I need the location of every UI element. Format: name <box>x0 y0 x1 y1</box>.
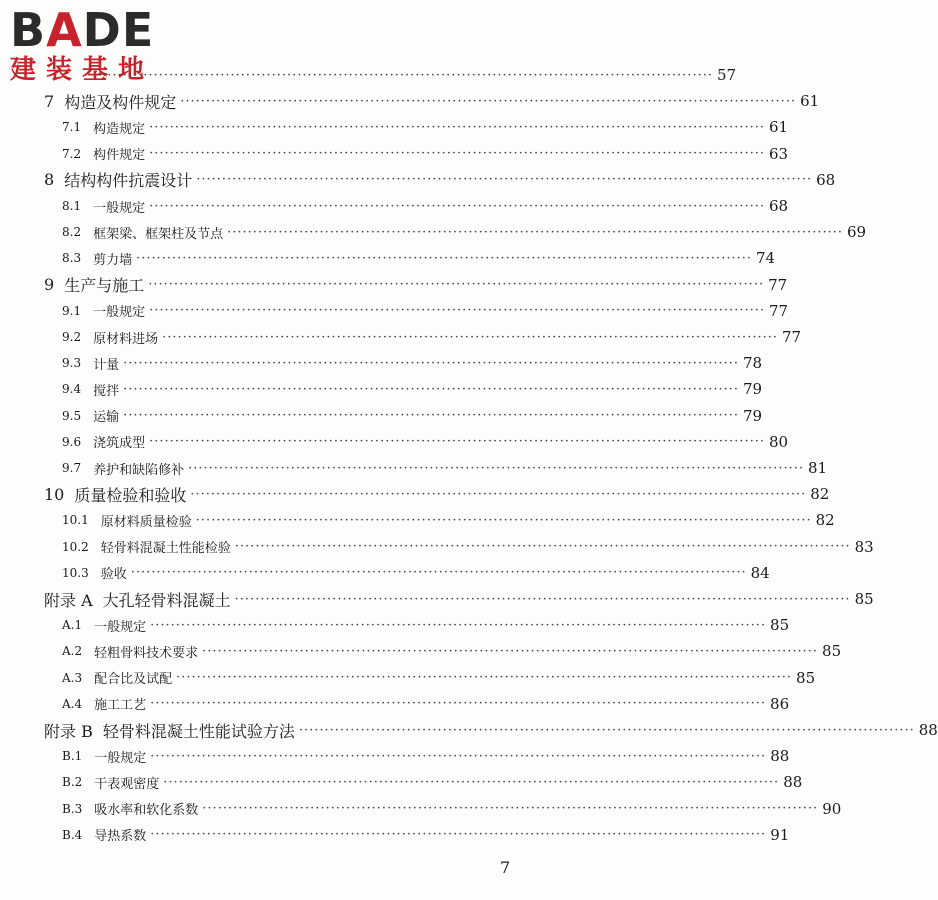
toc-entry[interactable] <box>62 245 776 271</box>
toc-entry-title: 构造及构件规定 <box>64 92 177 112</box>
toc-dot-leader: ························································································································ <box>188 460 804 476</box>
toc-entry-page: 85 <box>854 590 874 608</box>
toc-dot-leader: ························································································································ <box>195 512 812 528</box>
toc-entry-number: 7 <box>44 91 55 111</box>
toc-entry-page: 83 <box>854 537 874 556</box>
toc-entry-number: 7.2 <box>62 146 82 161</box>
toc-entry-title: 搅拌 <box>93 383 120 399</box>
toc-entry-title: 一般规定 <box>93 200 146 216</box>
toc-entry-title: 养护和缺陷修补 <box>93 462 185 478</box>
toc-entry-page: 90 <box>822 799 842 818</box>
toc-entry-page: 77 <box>768 275 788 294</box>
toc-entry-title: 结构构件抗震设计 <box>64 171 193 191</box>
toc-entry-page: 85 <box>822 642 842 661</box>
toc-entry-page: 61 <box>800 92 820 111</box>
toc-entry-number: 9 <box>44 275 55 295</box>
toc-entry-title: 原材料质量检验 <box>100 514 192 530</box>
toc-dot-leader: ························································································································ <box>149 198 765 214</box>
toc-dot-leader: ························································································································ <box>150 748 767 764</box>
toc-entry-number: 9.3 <box>62 356 82 371</box>
toc-entry[interactable] <box>62 612 790 638</box>
toc-entry-page: 68 <box>816 170 836 189</box>
toc-entry-number: 9.6 <box>62 434 82 449</box>
toc-entry-page: 79 <box>743 406 763 425</box>
toc-entry-number: 附录 B <box>44 721 93 741</box>
toc-entry[interactable] <box>62 298 789 324</box>
toc-entry-page: 61 <box>769 118 789 137</box>
toc-entry-number: 10.1 <box>62 513 89 528</box>
toc-entry[interactable] <box>44 586 874 612</box>
toc-entry-number: 10.3 <box>62 565 89 580</box>
toc-entry-page: 85 <box>770 616 790 635</box>
toc-dot-leader: ························································································································ <box>162 329 778 345</box>
toc-entry[interactable] <box>62 429 789 455</box>
toc-entry-number: 8.3 <box>62 251 82 266</box>
toc-entry-title: 原材料进场 <box>93 331 159 347</box>
toc-entry-title: 构件规定 <box>93 148 146 164</box>
toc-entry-title: 一般规定 <box>93 305 146 321</box>
toc-entry-number: A.1 <box>62 618 83 633</box>
toc-dot-leader: ························································································································ <box>150 827 767 843</box>
watermark-brand: BADE <box>10 3 155 57</box>
toc-entry-number: A.2 <box>62 644 83 659</box>
toc-entry-number: 8.2 <box>62 225 82 240</box>
toc-entry-title: 大孔轻骨料混凝土 <box>102 590 231 610</box>
toc-entry[interactable] <box>62 769 803 795</box>
toc-entry-title: 轻粗骨料技术要求 <box>94 645 199 661</box>
toc-dot-leader: ························································································································ <box>176 670 793 686</box>
toc-entry-page: 85 <box>796 668 816 687</box>
toc-entry-number: 8.1 <box>62 199 82 213</box>
toc-entry-page: 88 <box>783 773 803 792</box>
toc-dot-leader: ························································································································ <box>234 591 851 607</box>
toc-entry-page: 77 <box>782 328 802 346</box>
toc-entry-number: 7.1 <box>62 120 82 135</box>
toc-entry[interactable] <box>62 193 789 219</box>
toc-entry[interactable] <box>62 691 790 717</box>
toc-entry-title: 计量 <box>93 357 120 373</box>
toc-entry-number: 附录 A <box>44 590 93 610</box>
toc-entry-number: B.1 <box>62 749 83 764</box>
toc-entry-title: 质量检验和验收 <box>74 485 187 505</box>
toc-entry-page: 78 <box>743 354 763 373</box>
toc-dot-leader: ························································································································ <box>163 774 780 790</box>
toc-entry-page: 82 <box>810 485 830 504</box>
toc-dot-leader: ························································································································ <box>149 303 765 319</box>
toc-entry-title: 生产与施工 <box>64 276 145 296</box>
toc-entry[interactable] <box>62 455 828 481</box>
toc-entry[interactable] <box>62 219 867 245</box>
toc-entry[interactable] <box>44 88 820 114</box>
toc-entry-number: 9.1 <box>62 303 82 318</box>
toc-dot-leader: ························································································································ <box>150 696 767 712</box>
toc-entry[interactable] <box>62 822 790 848</box>
toc-entry[interactable] <box>62 62 737 88</box>
toc-dot-leader: ························································································································ <box>123 355 739 371</box>
toc-entry-title: 轻骨料混凝土性能检验 <box>100 541 231 557</box>
page-number: 7 <box>500 858 511 877</box>
toc-entry-title: 施工工艺 <box>94 698 147 714</box>
toc-dot-leader: ························································································································ <box>136 250 752 266</box>
toc-entry-title: 验收 <box>100 567 127 583</box>
toc-entry[interactable] <box>62 534 874 560</box>
toc-entry-title: 框架梁、框架柱及节点 <box>93 226 224 242</box>
toc-entry-number: 9.7 <box>62 461 82 475</box>
toc-entry[interactable] <box>44 717 938 743</box>
toc-dot-leader: ························································································································ <box>180 93 797 109</box>
toc-entry-page: 86 <box>770 694 790 713</box>
toc-dot-leader: ························································································································ <box>202 801 819 817</box>
toc-entry-page: 81 <box>808 459 828 477</box>
toc-entry[interactable] <box>62 638 842 664</box>
toc-dot-leader: ························································································································ <box>123 381 739 397</box>
watermark-subtitle: 建装基地 <box>10 55 155 85</box>
toc-dot-leader: ························································································································ <box>123 408 739 424</box>
toc-entry-title: 剪力墙 <box>93 252 133 268</box>
toc-entry-title: 配合比及试配 <box>94 672 173 688</box>
toc-entry[interactable] <box>44 167 836 193</box>
toc-entry-page: 84 <box>750 563 770 582</box>
toc-entry-page: 82 <box>815 511 835 530</box>
toc-dot-leader: ························································································································ <box>150 617 767 633</box>
toc-entry[interactable] <box>62 796 842 822</box>
toc-entry-page: 80 <box>769 432 789 451</box>
toc-entry-title: 一般规定 <box>94 619 147 635</box>
toc-entry-title: 一般规定 <box>94 750 147 766</box>
toc-dot-leader: ························································································································ <box>202 643 819 659</box>
toc-entry-title: 浇筑成型 <box>93 436 146 452</box>
toc-entry-number: 10.2 <box>62 539 89 554</box>
toc-entry-page: 57 <box>716 66 737 84</box>
toc-entry[interactable] <box>62 141 789 167</box>
toc-dot-leader: ························································································································ <box>148 277 765 293</box>
toc-entry-title: 构造规定 <box>93 121 146 137</box>
toc-entry[interactable] <box>62 743 790 769</box>
toc-entry[interactable] <box>62 114 789 140</box>
toc-entry-number: B.2 <box>62 775 83 790</box>
toc-entry-number: 9.2 <box>62 330 82 344</box>
toc-dot-leader: ························································································································ <box>97 67 713 83</box>
toc-entry-number: 9.4 <box>62 382 82 397</box>
toc-dot-leader: ························································································································ <box>190 486 807 502</box>
toc-entry-title: 吸水率和软化系数 <box>94 803 199 819</box>
toc-entry-page: 91 <box>770 825 790 844</box>
toc-entry[interactable] <box>62 376 763 402</box>
toc-entry[interactable] <box>44 272 788 298</box>
toc-entry[interactable] <box>44 481 830 507</box>
toc-entry-number: A.3 <box>62 670 83 685</box>
toc-dot-leader: ························································································································ <box>149 434 765 450</box>
toc-entry-page: 69 <box>847 223 867 242</box>
toc-dot-leader: ························································································································ <box>298 722 915 738</box>
toc-entry-page: 88 <box>770 747 790 766</box>
toc-entry-title: 干表观密度 <box>94 776 160 792</box>
toc-entry-number: B.4 <box>62 827 83 842</box>
toc-dot-leader: ························································································································ <box>130 565 747 581</box>
toc-entry-page: 79 <box>743 380 763 399</box>
toc-entry[interactable] <box>62 324 802 350</box>
toc-dot-leader: ························································································································ <box>149 119 765 135</box>
toc-entry-page: 88 <box>918 721 938 739</box>
toc-dot-leader: ························································································································ <box>149 146 765 162</box>
toc-entry-number: 10 <box>44 484 65 504</box>
toc-entry[interactable] <box>62 403 763 429</box>
toc-entry-number: 9.5 <box>62 408 82 423</box>
toc-dot-leader: ························································································································ <box>227 224 843 240</box>
toc-entry-number: 8 <box>44 170 55 190</box>
toc-entry-title: 运输 <box>93 410 120 426</box>
toc-entry-title: 导热系数 <box>94 829 147 845</box>
toc-entry[interactable] <box>62 665 816 691</box>
toc-entry-page: 77 <box>769 301 789 320</box>
toc-entry-title: 轻骨料混凝土性能试验方法 <box>102 721 295 741</box>
toc-entry-page: 68 <box>769 197 789 215</box>
toc-dot-leader: ························································································································ <box>234 539 851 555</box>
toc-entry-number: A.4 <box>62 696 83 711</box>
toc-entry[interactable] <box>62 350 763 376</box>
toc-dot-leader: ························································································································ <box>196 172 813 188</box>
toc-entry[interactable] <box>62 507 835 533</box>
toc-entry[interactable] <box>62 560 770 586</box>
toc-entry-number: B.3 <box>62 801 83 816</box>
toc-entry-page: 74 <box>756 249 776 268</box>
toc-entry-page: 63 <box>769 144 789 163</box>
